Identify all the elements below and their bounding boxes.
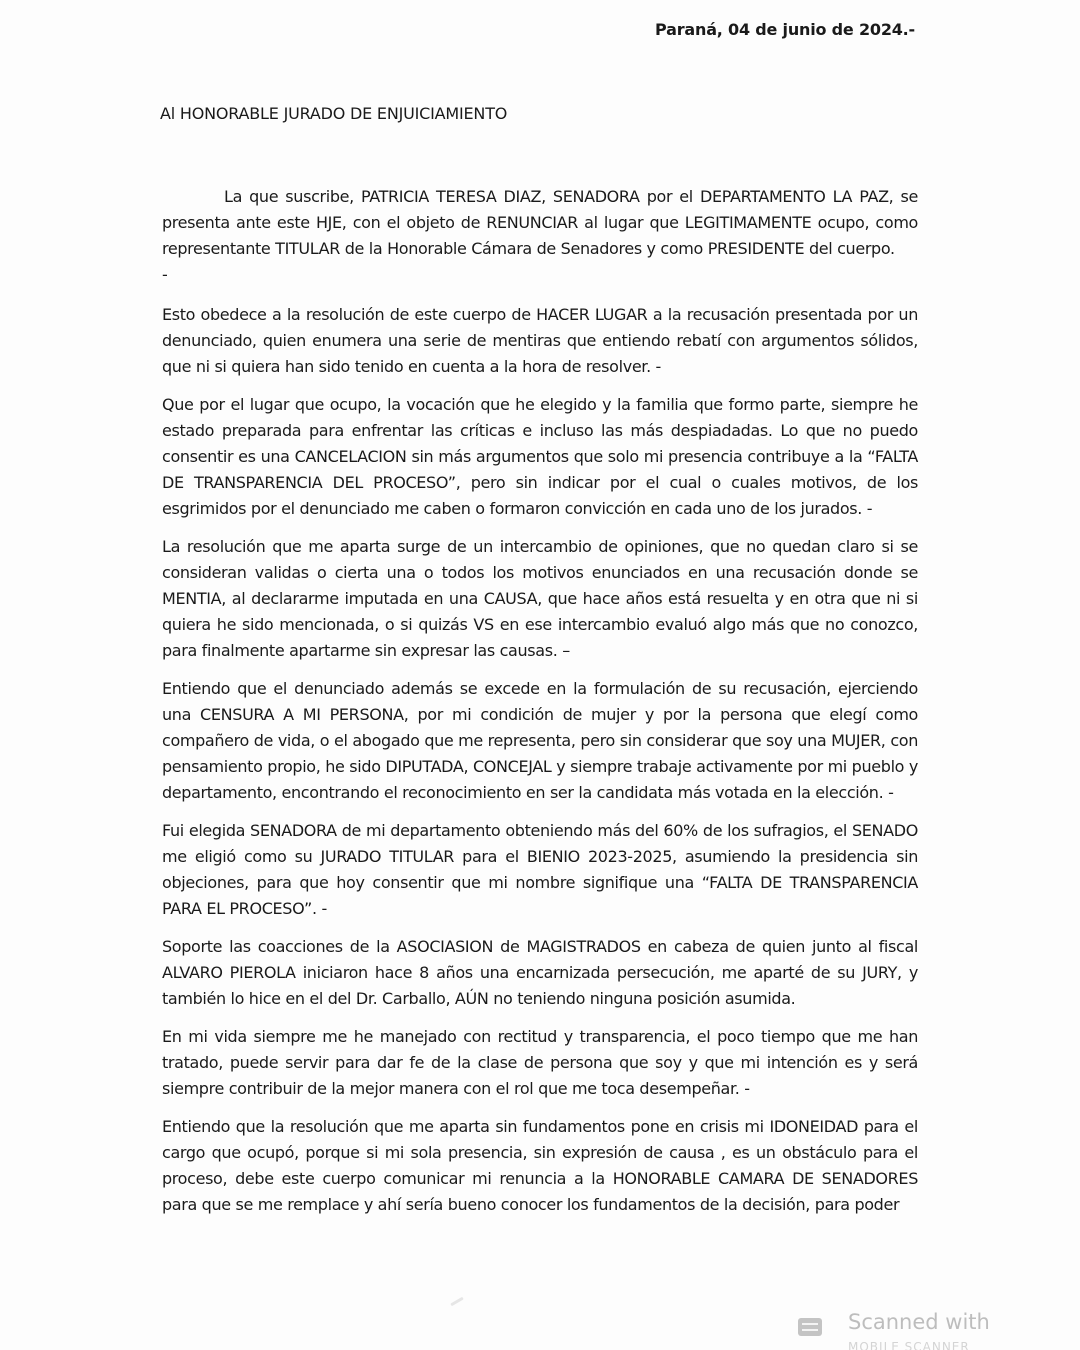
paragraph-9: Entiendo que la resolución que me aparta sin fundamentos pone en crisis mi IDONEIDAD para el cargo que ocupó, porque si mi sola presencia, sin expresión de causa , es un obstáculo para el proceso, debe este cuerpo comunicar mi renuncia a la HONORABLE CAMARA DE SENADORES para que se me remplace y ahí sería bueno conocer los fundamentos de la decisión, para poder	[162, 1117, 918, 1214]
paragraph-5: Entiendo que el denunciado además se excede en la formulación de su recusación, ejerciendo una CENSURA A MI PERSONA, por mi condición de mujer y por la persona que elegí como compañero de vida, o el abogado que me representa, pero sin considerar que soy una MUJER, con pensamiento propio, he sido DIPUTADA, CONCEJAL y siempre trabaje activamente por mi pueblo y departamento, encontrando el reconocimiento en ser la candidata más votada en la elección. -	[162, 679, 918, 802]
paragraph-1-tail: -	[162, 265, 168, 284]
paragraph-8: En mi vida siempre me he manejado con rectitud y transparencia, el poco tiempo que me han tratado, puede servir para dar fe de la clase de persona que soy y que mi intención es y será siempre contribuir de la mejor manera con el rol que me toca desempeñar. -	[162, 1027, 918, 1098]
paragraph-6: Fui elegida SENADORA de mi departamento obteniendo más del 60% de los sufragios, el SENADO me eligió como su JURADO TITULAR para el BIENIO 2023-2025, asumiendo la presidencia sin objeciones, para que hoy consentir que mi nombre signifique una “FALTA DE TRANSPARENCIA PARA EL PROCESO”. -	[162, 821, 918, 918]
letter-addressee: Al HONORABLE JURADO DE ENJUICIAMIENTO	[160, 104, 508, 123]
scanner-watermark-subtext: MOBILE SCANNER	[848, 1340, 970, 1350]
paragraph-1: La que suscribe, PATRICIA TERESA DIAZ, SENADORA por el DEPARTAMENTO LA PAZ, se presenta ante este HJE, con el objeto de RENUNCIAR al lugar que LEGITIMAMENTE ocupo, como representante TITULAR de la Honorable Cámara de Senadores y como PRESIDENTE del cuerpo.	[162, 187, 918, 258]
paragraph-2: Esto obedece a la resolución de este cuerpo de HACER LUGAR a la recusación presentada por un denunciado, quien enumera una serie de mentiras que entiendo rebatí con argumentos sólidos, que ni si quiera han sido tenido en cuenta a la hora de resolver. -	[162, 305, 918, 376]
scanner-watermark-text: Scanned with	[848, 1310, 990, 1334]
letter-date: Paraná, 04 de junio de 2024.-	[655, 20, 915, 39]
paragraph-4: La resolución que me aparta surge de un intercambio de opiniones, que no quedan claro si se consideran validas o cierta una o todos los motivos enunciados en una recusación donde se MENTIA, al declararme imputada en una CAUSA, que hace años está resuelta y en otra que ni si quiera he sido mencionada, o si quizás VS en ese intercambio evaluó algo más que no conozco, para finalmente apartarme sin expresar las causas. –	[162, 537, 918, 660]
scan-speck	[450, 1297, 464, 1307]
scanner-watermark	[798, 1310, 1028, 1350]
letter-body	[162, 184, 918, 1230]
scanner-app-icon	[798, 1318, 822, 1336]
paragraph-3: Que por el lugar que ocupo, la vocación que he elegido y la familia que formo parte, siempre he estado preparada para enfrentar las críticas e incluso las más despiadadas. Lo que no puedo consentir es una CANCELACION sin más argumentos que solo mi presencia contribuye a la “FALTA DE TRANSPARENCIA DEL PROCESO”, pero sin indicar por el cual o cuales motivos, de los esgrimidos por el denunciado me caben o formaron convicción en cada uno de los jurados. -	[162, 395, 918, 518]
paragraph-7: Soporte las coacciones de la ASOCIASION de MAGISTRADOS en cabeza de quien junto al fiscal ALVARO PIEROLA iniciaron hace 8 años una encarnizada persecución, me aparté de su JURY, y también lo hice en el del Dr. Carballo, AÚN no teniendo ninguna posición asumida.	[162, 937, 918, 1008]
